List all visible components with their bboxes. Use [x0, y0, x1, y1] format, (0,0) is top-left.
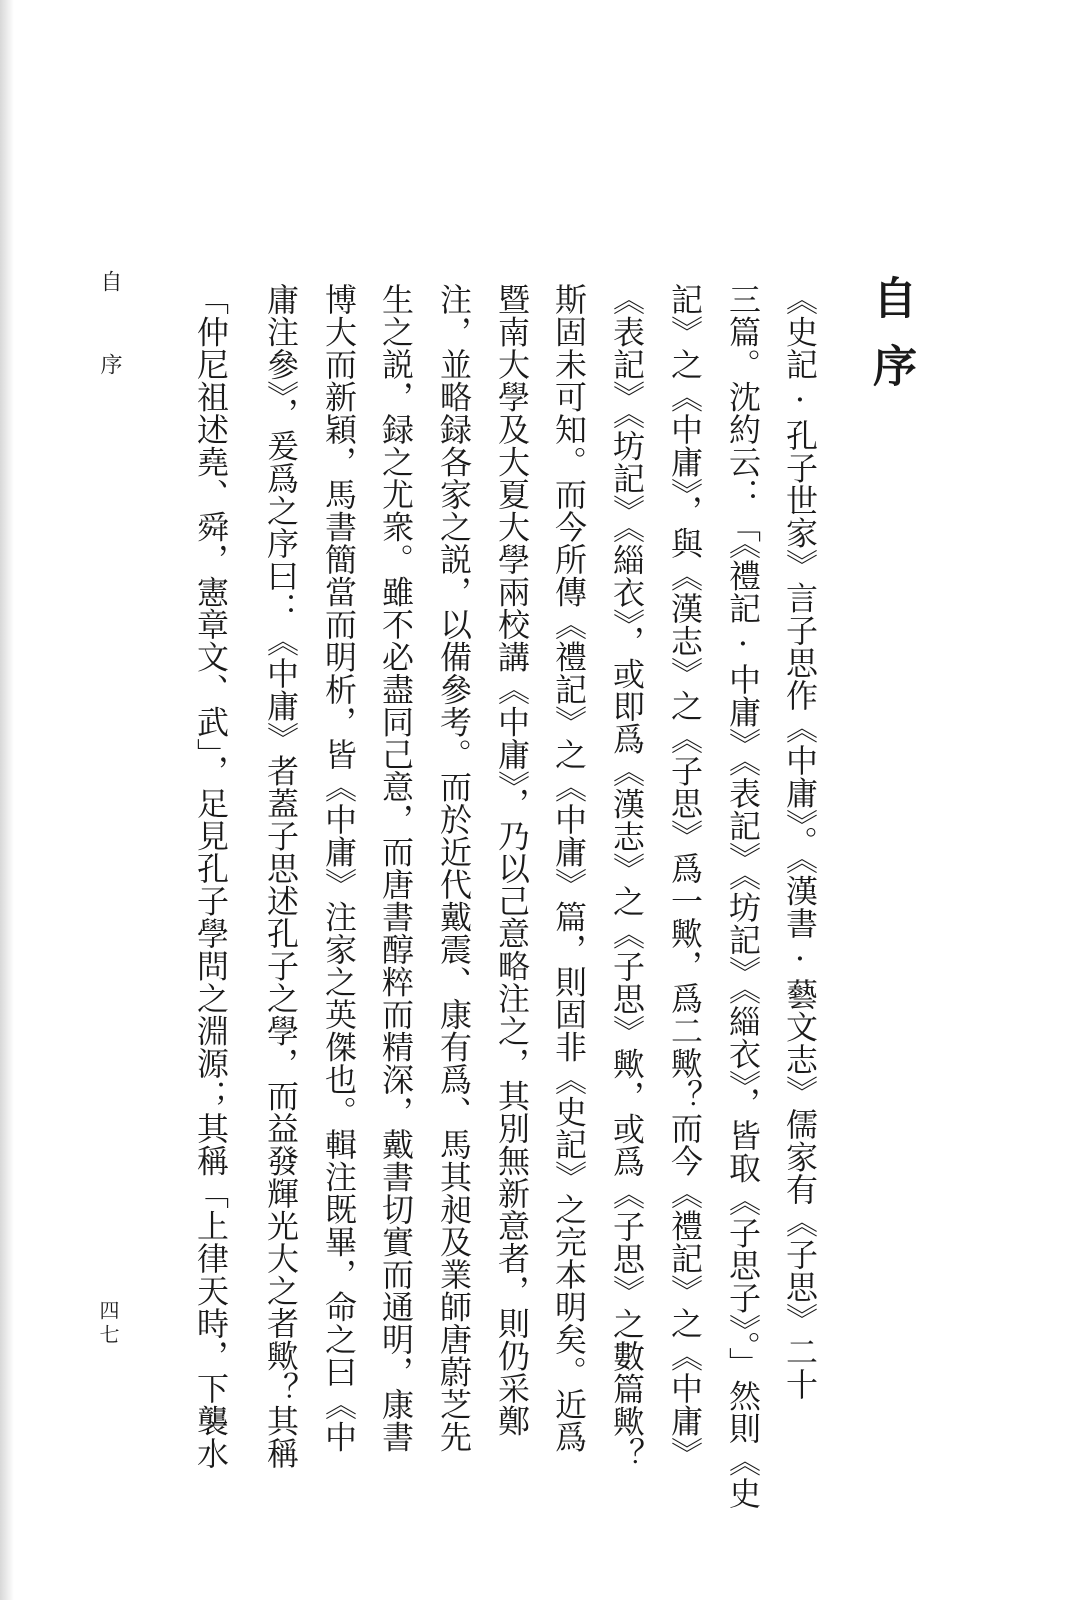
text-column-4: 《表記》《坊記》《緇衣》，或即爲《漢志》之《子思》歟，或爲《子思》之數篇歟？ [608, 283, 646, 1470]
scan-edge [0, 0, 14, 1600]
running-head: 自 序 [97, 270, 122, 393]
text-column-5: 斯固未可知。而今所傳《禮記》之《中庸》篇，則固非《史記》之完本明矣。近爲 [550, 283, 588, 1453]
text-column-7: 注，並略録各家之説，以備參考。而於近代戴震、康有爲、馬其昶及業師唐蔚芝先 [435, 283, 473, 1453]
text-column-2: 三篇。沈約云：「《禮記·中庸》《表記》《坊記》《緇衣》，皆取《子思子》。」然則《史 [724, 283, 762, 1510]
text-column-6: 暨南大學及大夏大學兩校講《中庸》，乃以己意略注之，其別無新意者，則仍采鄭 [493, 283, 531, 1437]
text-column-1: 《史記·孔子世家》言子思作《中庸》。《漢書·藝文志》儒家有《子思》二十 [781, 283, 819, 1401]
text-column-8: 生之説，録之尤衆。雖不必盡同己意，而唐書醇粹而精深，戴書切實而通明，康書 [377, 283, 415, 1453]
page-number: 四七 [96, 1300, 120, 1348]
page-title: 自序 [865, 275, 916, 411]
text-column-11: 「仲尼祖述堯、舜，憲章文、武」，足見孔子學問之淵源；其稱「上律天時，下襲水 [192, 283, 230, 1470]
text-column-3: 記》之《中庸》，與《漢志》之《子思》爲一歟，爲二歟？而今《禮記》之《中庸》 [666, 283, 704, 1470]
text-column-9: 博大而新穎，馬書簡當而明析，皆《中庸》注家之英傑也。輯注既畢，命之曰《中 [320, 283, 358, 1453]
text-column-10: 庸注參》，爰爲之序曰：《中庸》者蓋子思述孔子之學，而益發輝光大之者歟？其稱 [262, 283, 300, 1470]
